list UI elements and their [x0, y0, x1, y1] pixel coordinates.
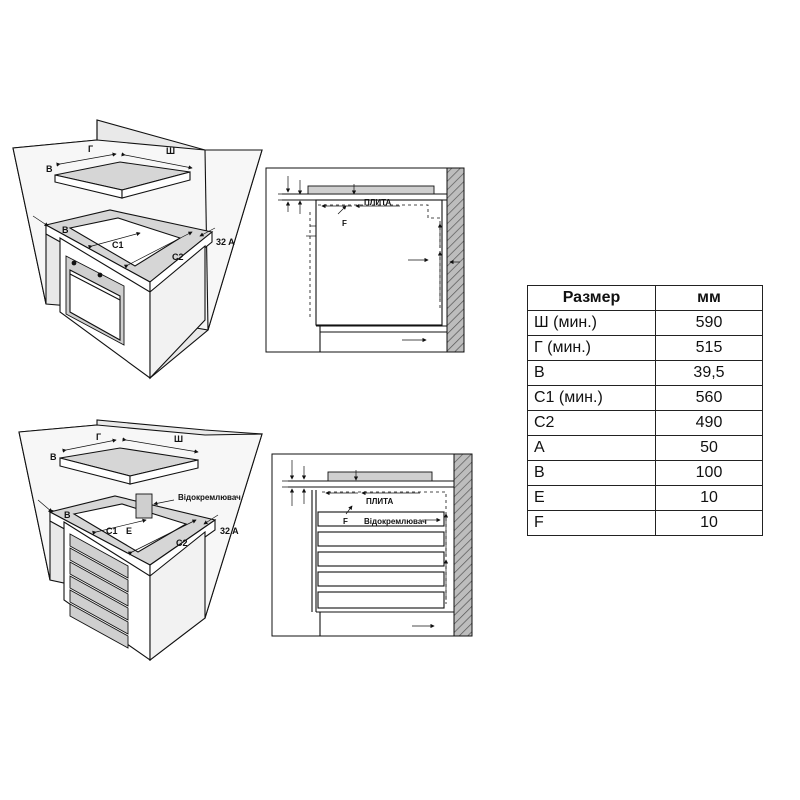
- table-row: [528, 336, 763, 361]
- label-depth: Г: [88, 144, 94, 154]
- row-size: B: [528, 361, 656, 386]
- row-mm: 50: [656, 436, 763, 461]
- table-row: [528, 311, 763, 336]
- row-mm: 39,5: [656, 361, 763, 386]
- label-b-hob: В: [50, 452, 57, 462]
- label-b-counter: В: [62, 225, 69, 235]
- knob-icon: [98, 273, 103, 278]
- row-mm: 490: [656, 411, 763, 436]
- row-mm: 10: [656, 511, 763, 536]
- perspective-oven-diagram: [13, 120, 262, 378]
- knob-icon: [72, 261, 77, 266]
- label-width: Ш: [166, 146, 176, 156]
- label-b-counter: В: [64, 510, 71, 520]
- dimension-table: [527, 285, 763, 536]
- section-drawer-diagram: [272, 454, 472, 636]
- table-row: [528, 511, 763, 536]
- label-hob: ПЛИТА: [366, 497, 394, 506]
- section-frame: [266, 168, 464, 352]
- wall-hatched: [447, 168, 464, 352]
- row-size: C1 (мин.): [528, 386, 656, 411]
- row-size: A: [528, 436, 656, 461]
- hob-section: [328, 472, 432, 481]
- label-c2: C2: [172, 252, 184, 262]
- table-row: [528, 411, 763, 436]
- table-row: [528, 436, 763, 461]
- row-mm: 590: [656, 311, 763, 336]
- hob-section: [308, 186, 434, 194]
- label-c2: C2: [176, 538, 188, 548]
- row-size: E: [528, 486, 656, 511]
- label-f: F: [342, 219, 347, 228]
- table-row: [528, 486, 763, 511]
- label-b-hob: В: [46, 164, 53, 174]
- row-size: C2: [528, 411, 656, 436]
- label-separator: Відокремлювач: [364, 517, 427, 526]
- row-mm: 10: [656, 486, 763, 511]
- label-power: 32 A: [220, 526, 239, 536]
- label-c1: C1: [106, 526, 118, 536]
- row-size: Ш (мин.): [528, 311, 656, 336]
- label-separator: Відокремлювач: [178, 493, 241, 502]
- column-header-mm: мм: [656, 286, 763, 311]
- section-oven-diagram: [266, 168, 464, 352]
- label-power: 32 A: [216, 237, 235, 247]
- row-size: F: [528, 511, 656, 536]
- label-depth: Г: [96, 432, 102, 442]
- row-mm: 515: [656, 336, 763, 361]
- label-width: Ш: [174, 434, 184, 444]
- row-size: B: [528, 461, 656, 486]
- label-c1: C1: [112, 240, 124, 250]
- table-row: [528, 386, 763, 411]
- row-size: Г (мин.): [528, 336, 656, 361]
- separator-box: [136, 494, 152, 518]
- row-mm: 560: [656, 386, 763, 411]
- wall-hatched: [454, 454, 472, 636]
- table-row: [528, 361, 763, 386]
- row-mm: 100: [656, 461, 763, 486]
- label-e: E: [126, 526, 133, 536]
- table-row: [528, 461, 763, 486]
- perspective-drawer-diagram: [19, 420, 262, 660]
- table-header-row: [528, 286, 763, 311]
- column-header-size: Размер: [528, 286, 656, 311]
- label-hob: ПЛИТА: [364, 198, 392, 207]
- label-f: F: [343, 517, 348, 526]
